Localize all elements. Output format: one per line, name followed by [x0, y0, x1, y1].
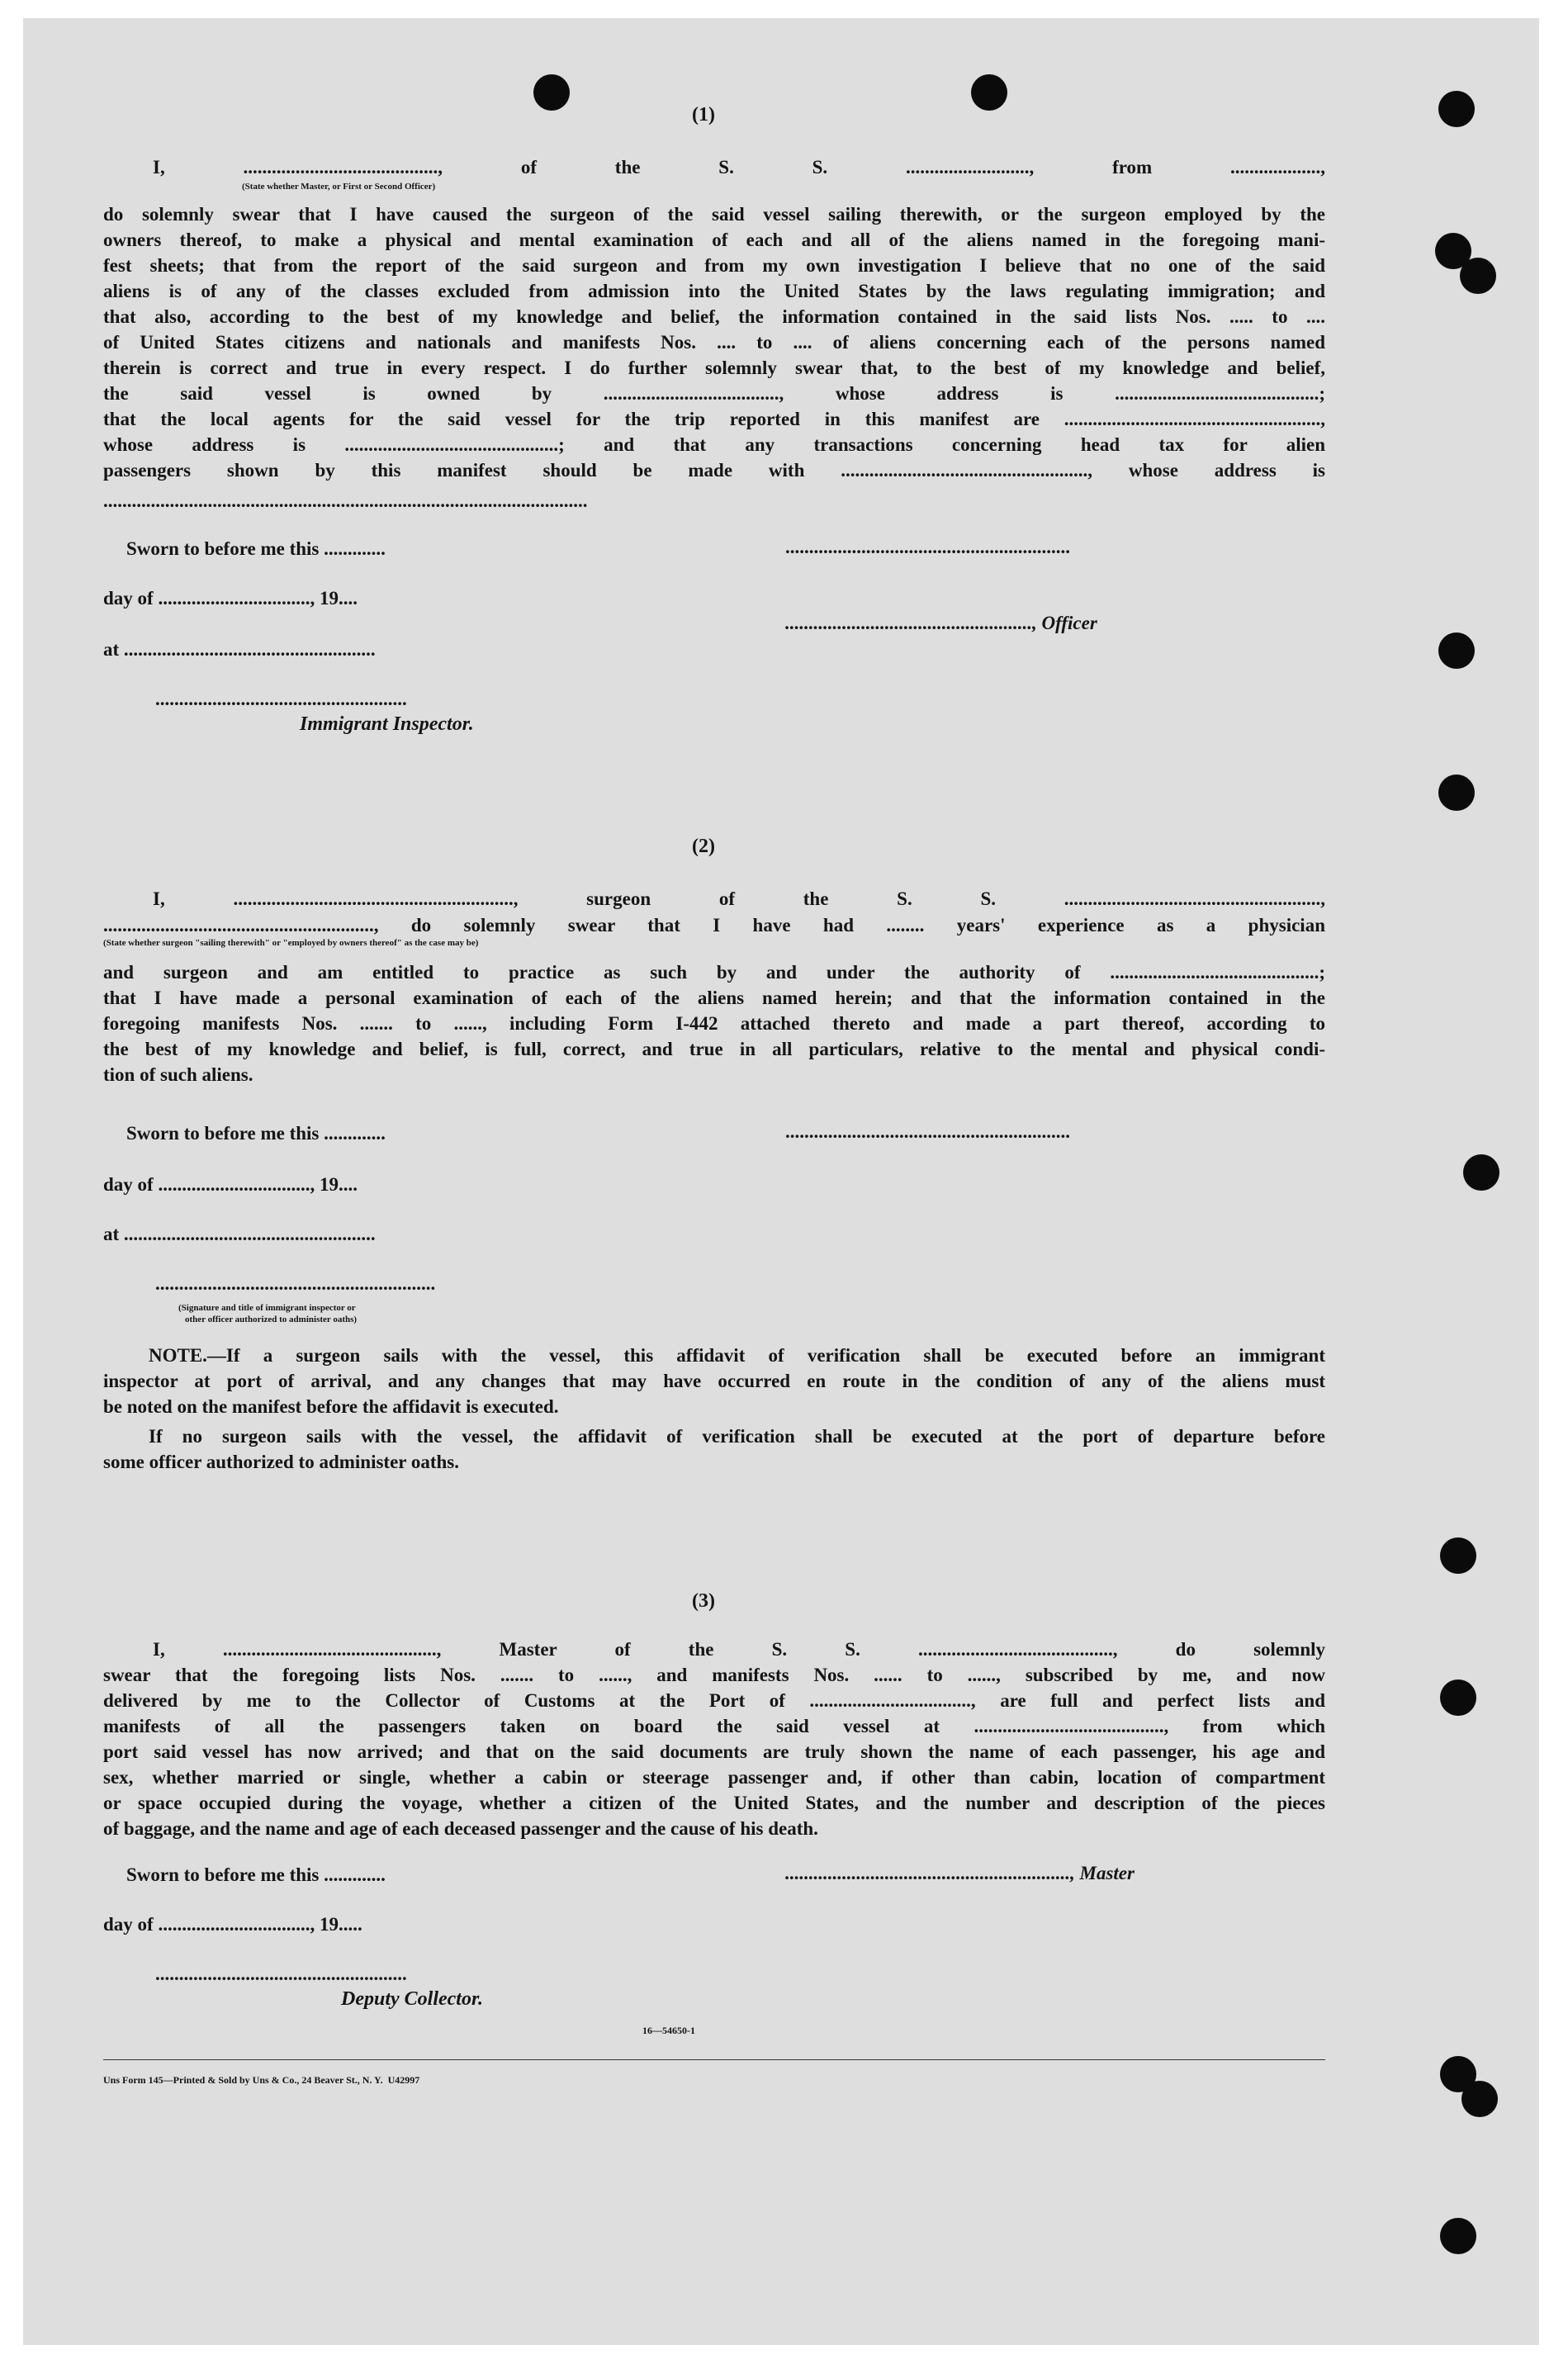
punch-hole-icon	[1440, 1537, 1476, 1574]
section-1-first-line: I, ........................................., of the S. S. .........................., from ...................,	[153, 157, 1325, 178]
section-1-inspector-title: Immigrant Inspector.	[300, 713, 474, 735]
section-2-note-2	[103, 1424, 1325, 1475]
section-2-affidavit	[103, 959, 1325, 1087]
affidavit-line: and surgeon and am entitled to practice as such by and under the authority of ............................................;	[103, 962, 1325, 983]
section-1-officer-line: ...................................................., Officer	[785, 613, 1097, 633]
section-2-surgeon-note: (State whether surgeon "sailing therewith" or "employed by owners thereof" as the case may be)	[103, 938, 479, 948]
punch-hole-icon	[971, 74, 1007, 111]
punch-hole-icon	[1440, 2218, 1476, 2254]
affidavit-line: delivered by me to the Collector of Customs at the Port of .................................., are full and perfect lists and	[103, 1690, 1325, 1711]
affidavit-line: that also, according to the best of my knowledge and belief, the information contained in the said lists Nos. ..... to ....	[103, 306, 1325, 327]
note-line: inspector at port of arrival, and any changes that may have occurred en route in the condition of any of the aliens must	[103, 1371, 1325, 1391]
punch-hole-icon	[533, 74, 570, 111]
affidavit-line: sex, whether married or single, whether a cabin or steerage passenger and, if other than cabin, location of compartment	[103, 1767, 1325, 1788]
note-line: NOTE.—If a surgeon sails with the vessel, this affidavit of verification shall be executed before an immigrant	[149, 1345, 1325, 1366]
section-1-at: at .....................................................	[103, 639, 376, 660]
punch-hole-icon	[1463, 1154, 1499, 1191]
affidavit-line: I, ............................................., Master of the S. S. ........................................., do solemnly	[153, 1639, 1325, 1660]
section-1-day: day of ................................, 19....	[103, 588, 358, 609]
section-2-first-line: I, ..........................................................., surgeon of the S. S. ......................................................,	[153, 888, 1325, 909]
affidavit-line: whose address is .............................................; and that any transactions concerning head tax for alien	[103, 434, 1325, 455]
section-2-second-line: ........................................................., do solemnly swear that I have had ........ years' experience as a physician	[103, 915, 1325, 936]
punch-hole-icon	[1461, 2081, 1498, 2117]
affidavit-line: foregoing manifests Nos. ....... to ......, including Form I-442 attached thereto and made a part thereof, according to	[103, 1013, 1325, 1034]
section-2-note	[103, 1343, 1325, 1419]
section-3-sworn: Sworn to before me this .............	[126, 1864, 386, 1885]
note-line: be noted on the manifest before the affidavit is executed.	[103, 1396, 559, 1417]
section-2-number: (2)	[692, 836, 715, 857]
section-2-signature-note: (Signature and title of immigrant inspector or	[178, 1303, 356, 1313]
affidavit-line: of baggage, and the name and age of each deceased passenger and the cause of his death.	[103, 1818, 818, 1839]
punch-hole-icon	[1438, 91, 1475, 127]
affidavit-line: port said vessel has now arrived; and that on the said documents are truly shown the name of each passenger, his age and	[103, 1741, 1325, 1762]
affidavit-line: or space occupied during the voyage, whether a citizen of the United States, and the number and description of the pieces	[103, 1793, 1325, 1813]
footer-divider	[103, 2059, 1325, 2060]
affidavit-line: passengers shown by this manifest should be made with ...................................................., whose address is	[103, 460, 1325, 481]
section-1-number: (1)	[692, 104, 715, 126]
affidavit-line: therein is correct and true in every respect. I do further solemnly swear that, to the best of my knowledge and belief,	[103, 358, 1325, 378]
punch-hole-icon	[1460, 258, 1496, 294]
section-2-sworn: Sworn to before me this .............	[126, 1123, 386, 1144]
section-1-affidavit	[103, 201, 1325, 483]
section-3-collector-dots: .....................................................	[155, 1964, 407, 1984]
affidavit-line: that I have made a personal examination of each of the aliens named herein; and that the information contained in the	[103, 988, 1325, 1008]
section-2-signature-note-2: other officer authorized to administer oaths)	[185, 1315, 358, 1324]
section-3-master-line: ............................................................, Master	[785, 1863, 1135, 1883]
section-3-form-code: 16—54650-1	[642, 2025, 695, 2036]
section-3-day: day of ................................, 19.....	[103, 1914, 362, 1935]
section-3-collector-title: Deputy Collector.	[341, 1988, 483, 2010]
section-2-day: day of ................................, 19....	[103, 1174, 358, 1195]
affidavit-line: owners thereof, to make a physical and mental examination of each and all of the aliens named in the foregoing mani-	[103, 230, 1325, 250]
affidavit-line: of United States citizens and nationals and manifests Nos. .... to .... of aliens concerning each of the persons named	[103, 332, 1325, 353]
note-line: If no surgeon sails with the vessel, the affidavit of verification shall be executed at the port of departure before	[149, 1426, 1325, 1447]
section-1-sworn-signature: ............................................................	[785, 537, 1070, 557]
section-2-signature-dots: ...........................................................	[155, 1273, 436, 1294]
section-1-inspector-dots: .....................................................	[155, 689, 407, 709]
affidavit-line: fest sheets; that from the report of the said surgeon and from my own investigation I believe that no one of the said	[103, 255, 1325, 276]
manifest-sheet	[23, 18, 1539, 2345]
affidavit-line: aliens is of any of the classes excluded from admission into the United States by the laws regulating immigration; and	[103, 281, 1325, 301]
affidavit-line: do solemnly swear that I have caused the surgeon of the said vessel sailing therewith, or the surgeon employed by the	[103, 204, 1325, 225]
affidavit-line: the best of my knowledge and belief, is full, correct, and true in all particulars, relative to the mental and physical condi-	[103, 1039, 1325, 1059]
affidavit-line: manifests of all the passengers taken on board the said vessel at ........................................, from which	[103, 1716, 1325, 1736]
affidavit-line: tion of such aliens.	[103, 1064, 253, 1085]
section-1-sworn: Sworn to before me this .............	[126, 538, 386, 559]
punch-hole-icon	[1438, 775, 1475, 811]
affidavit-line: that the local agents for the said vessel for the trip reported in this manifest are ......................................................,	[103, 409, 1325, 429]
punch-hole-icon	[1438, 632, 1475, 669]
affidavit-line: the said vessel is owned by ....................................., whose address is ...........................................;	[103, 383, 1325, 404]
printer-credit: Uns Form 145—Printed & Sold by Uns & Co., 24 Beaver St., N. Y. U42997	[103, 2074, 420, 2086]
section-2-sworn-signature: ............................................................	[785, 1121, 1070, 1142]
section-3-affidavit	[103, 1637, 1325, 1841]
note-line: some officer authorized to administer oaths.	[103, 1452, 459, 1472]
affidavit-line: swear that the foregoing lists Nos. ....... to ......, and manifests Nos. ...... to ......, subscribed by me, and now	[103, 1665, 1325, 1685]
punch-hole-icon	[1440, 1679, 1476, 1716]
section-2-at: at .....................................................	[103, 1224, 376, 1244]
section-1-officer-note: (State whether Master, or First or Second Officer)	[242, 182, 436, 192]
section-3-number: (3)	[692, 1590, 715, 1612]
section-1-trailing-dots: ......................................................................................................	[103, 490, 588, 511]
